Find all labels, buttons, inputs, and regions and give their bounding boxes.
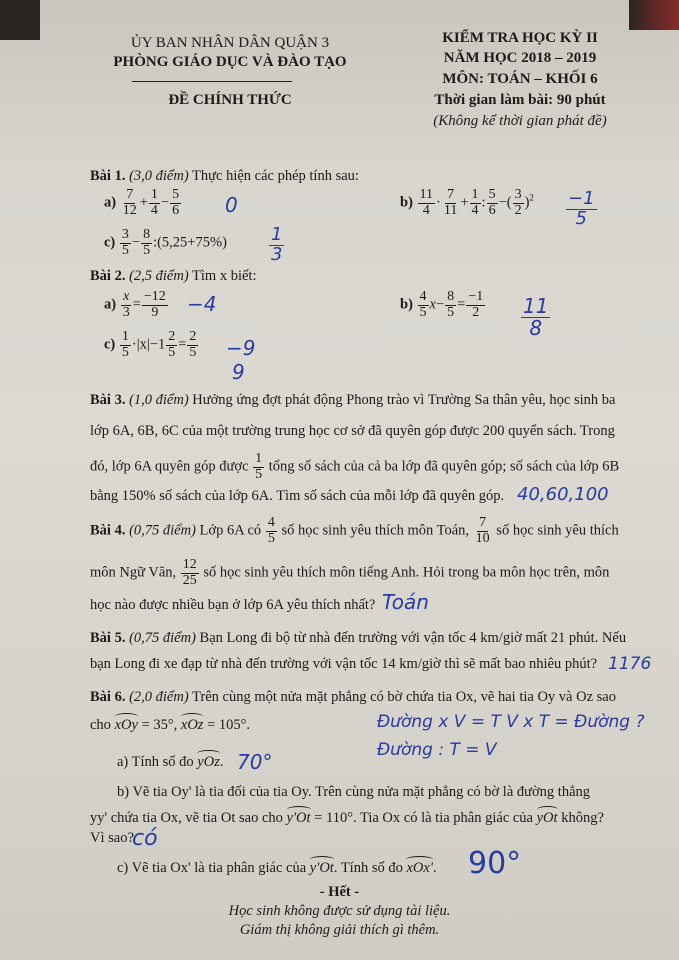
bai2-heading [90,268,256,285]
bai5-line1: Bài 5. (0,75 điểm) Bạn Long đi bộ từ nhà đến trường với vận tốc 4 km/giờ mất 21 phút. Nếu [90,630,627,646]
header-official-label: ĐỀ CHÍNH THỨC [168,92,292,108]
bai2-b-answer: $\frac{11}{8}$ [523,294,549,340]
bai1-c-answer: $\frac{1}{3}$ [271,224,283,265]
bai5-answer: 1176 [608,654,652,674]
bai1-b: b) $\frac{11}{4}$ · $\frac{7}{11}$ + $\frac{1}{4}$ : $\frac{5}{6}$ −( $\frac{3}{2}$ )$^2$ [400,187,534,218]
expr-tail: :(5,25+75%) [153,234,227,251]
bai6-c: c) Vẽ tia Ox' là tia phân giác của y'Ot. Tính số đo xOx'. [117,860,437,876]
bai4-line2: môn Ngữ Văn, $\frac{12}{25}$ số học sinh yêu thích môn tiếng Anh. Hỏi trong ba môn học trên, môn [90,557,610,588]
bai2-c: c) $\frac{1}{5}$ ·|x|−1 $\frac{2}{5}$ = $\frac{2}{5}$ [104,329,197,360]
footer-note-1: Học sinh không được sử dụng tài liệu. [228,903,451,919]
bai5-line2: bạn Long đi xe đạp từ nhà đến trường với vận tốc 14 km/giờ thì sẽ mất bao nhiêu phút? [90,656,598,672]
bai1-b-answer: $\frac{-1}{5}$ [568,188,595,229]
exam-title: KIỂM TRA HỌC KỲ II [442,30,598,46]
bai2-points: (2,5 điểm) [129,268,189,284]
subject: MÔN: TOÁN – KHỐI 6 [442,71,598,87]
bai6-b-answer: có [132,826,158,851]
bai1-c-label: c) [104,234,116,251]
bai3-line1: Bài 3. (1,0 điểm) Hưởng ứng đợt phát động Phong trào vì Trường Sa thân yêu, học sinh ba [90,392,616,408]
duration-note: (Không kể thời gian phát đề) [433,113,607,129]
bai6-b-line1: b) Vẽ tia Oy' là tia đối của tia Oy. Trên cùng nửa mặt phẳng có bờ là đường thẳng [117,784,590,800]
bai1-b-label: b) [400,194,413,211]
bai6-a: a) Tính số đo yOz. [117,754,224,770]
bai6-line1: Bài 6. (2,0 điểm) Trên cùng một nửa mặt phẳng có bờ chứa tia Ox, vẽ hai tia Oy và Oz sao [90,689,616,705]
angle-yot: yOt [536,810,558,826]
fraction: $\frac{7}{12}$ [122,187,137,218]
bai2-label: Bài 2. [90,268,126,284]
background-corner [629,0,679,30]
bai6-b-line3: Vì sao? [90,830,134,846]
bai1-prompt: Thực hiện các phép tính sau: [192,168,359,184]
bai3-line2: lớp 6A, 6B, 6C của một trường trung học cơ sở đã quyên góp được 200 quyển sách. Trong [90,423,615,439]
bai4-answer: Toán [382,590,429,614]
angle-xoz: xOz [180,717,204,733]
bai1-points: (3,0 điểm) [129,168,189,184]
fraction: $\frac{1}{4}$ [150,187,158,218]
bai2-c-answer-2: 9 [232,360,245,384]
footer-note-2: Giám thị không giải thích gì thêm. [239,922,440,938]
scribble-formula-1: Đường x V = T V x T = Đường ? [377,712,645,732]
bai4-line1: Bài 4. (0,75 điểm) Lớp 6A có $\frac{4}{5}$ số học sinh yêu thích môn Toán, $\frac{7}{10}$ số học sinh yêu thích [90,515,619,546]
bai3-answer: 40,60,100 [517,484,609,505]
header-office: PHÒNG GIÁO DỤC VÀ ĐÀO TẠO [113,54,347,70]
bai1-heading [90,168,359,185]
bai3-line3: đó, lớp 6A quyên góp được $\frac{1}{5}$ tổng số sách của cả ba lớp đã quyên góp; số sách của lớp 6B [90,451,620,482]
bai2-a-answer: −4 [187,292,217,316]
bai6-line2: cho xOy = 35°, xOz = 105°. [90,717,251,733]
bai2-prompt: Tìm x biết: [192,268,257,284]
bai2-b: b) $\frac{4}{5}$ x− $\frac{8}{5}$ = $\frac{-1}{2}$ [400,289,484,320]
scribble-formula-2: Đường : T = V [377,740,497,760]
angle-y-prime-ot: y'Ot [309,860,334,876]
header-department: ỦY BAN NHÂN DÂN QUẬN 3 [130,35,330,51]
bai1-a: a) $\frac{7}{12}$ + $\frac{1}{4}$ − $\frac{5}{6}$ [104,187,180,218]
header-divider [132,81,292,82]
school-year: NĂM HỌC 2018 – 2019 [443,50,597,66]
bai1-label: Bài 1. [90,168,126,184]
bai6-c-answer: 90° [468,846,522,881]
bai2-c-answer-1: −9 [226,336,256,360]
bai2-a: a) $\frac{x}{3}$ = $\frac{-12}{9}$ [104,289,166,320]
fraction: $\frac{5}{6}$ [172,187,180,218]
end-marker: - Hết - [319,884,360,900]
bai1-a-answer: 0 [225,193,238,217]
angle-xoy: xOy [114,717,138,733]
bai4-line3: học nào được nhiều bạn ở lớp 6A yêu thích nhất? [90,597,376,613]
bai6-b-line2: yy' chứa tia Ox, vẽ tia Ot sao cho y'Ot = 110°. Tia Ox có là tia phân giác của yOt không? [90,810,604,826]
angle-yoz: yOz [197,754,220,770]
background-corner [0,0,40,40]
bai1-a-label: a) [104,194,117,211]
bai6-a-answer: 70° [237,750,273,774]
bai1-c: c) $\frac{3}{5}$ − $\frac{8}{5}$ :(5,25+75%) [104,227,227,258]
angle-y-prime-ot: y'Ot [286,810,311,826]
bai3-line4: bằng 150% số sách của lớp 6A. Tìm số sách của mỗi lớp đã quyên góp. [90,488,505,504]
duration: Thời gian làm bài: 90 phút [434,92,606,108]
angle-xox-prime: xOx' [406,860,433,876]
